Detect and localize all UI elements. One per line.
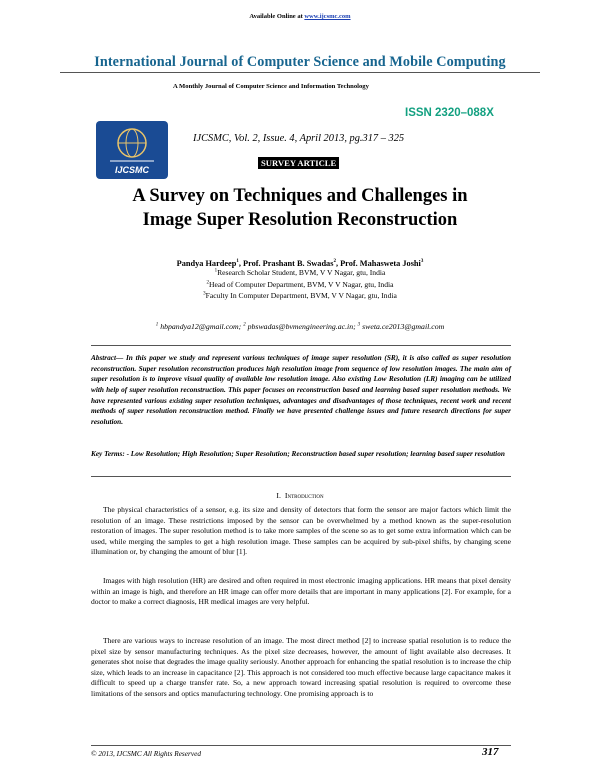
email-address: hbpandya12@gmail.com; <box>158 322 244 331</box>
affiliation-1 <box>0 268 600 277</box>
author-emails <box>0 322 600 331</box>
body-paragraph: Images with high resolution (HR) are desired and often required in most electronic imaging applications. HR means that pixel density within an image is high, and therefore an HR image can offer more details that are important in many applications [2]. For example, for a doctor to make a correct diagnosis, HR medical images are very helpful. <box>91 576 511 607</box>
author-marker: 1 <box>236 259 239 265</box>
abstract-top-divider <box>91 345 511 346</box>
article-type-badge: SURVEY ARTICLE <box>258 157 339 169</box>
section-title: Introduction <box>284 491 324 500</box>
paper-title-line-2: Image Super Resolution Reconstruction <box>142 210 458 230</box>
copyright-notice: © 2013, IJCSMC All Rights Reserved <box>91 749 201 758</box>
key-terms: Key Terms: - Low Resolution; High Resolution; Super Resolution; Reconstruction based super resolution; learning based super resolution <box>91 450 505 458</box>
author-list <box>0 259 600 268</box>
author-marker: 2 <box>333 259 336 265</box>
section-number: I. <box>276 491 281 500</box>
journal-website-link[interactable]: www.ijcsmc.com <box>304 13 351 20</box>
body-paragraph: There are various ways to increase resolution of an image. The most direct method [2] to increase spatial resolution is to reduce the pixel size by sensor manufacturing techniques. As the pixel size decreases, however, the amount of light available also decreases. It generates shot noise that degrades the image quality seriously. Another approach for enhancing the spatial resolution is to increase the chip size, which leads to an increase in capacitance [2]. This approach is not considered too much effective because large capacitance makes it difficult to speed up a charge transfer rate. So, a new approach toward increasing spatial resolution is required to overcome these limitations of the sensors and optics manufacturing technology. One promising approach is to <box>91 636 511 698</box>
affiliation-text: Faculty In Computer Department, BVM, V V Nagar, gtu, India <box>205 291 397 300</box>
affiliation-marker: 2 <box>206 280 209 286</box>
affiliation-marker: 3 <box>203 291 206 297</box>
availability-note <box>0 13 600 20</box>
affiliation-2 <box>0 280 600 289</box>
paper-title <box>0 184 600 232</box>
journal-logo <box>96 121 168 179</box>
author-name: , Prof. Prashant B. Swadas <box>238 259 334 268</box>
author-marker: 3 <box>420 259 424 265</box>
affiliation-text: Head of Computer Department, BVM, V V Nagar, gtu, India <box>208 280 394 289</box>
paper-title-line-1: A Survey on Techniques and Challenges in <box>132 186 468 206</box>
journal-subtitle: A Monthly Journal of Computer Science and Information Technology <box>173 83 369 90</box>
volume-issue-line: IJCSMC, Vol. 2, Issue. 4, April 2013, pg.317 – 325 <box>193 133 405 144</box>
author-name: Pandya Hardeep <box>176 259 237 268</box>
header-divider <box>60 72 540 73</box>
abstract: Abstract— In this paper we study and represent various techniques of image super resolution (SR), it is also called as super resolution reconstruction. Super resolution reconstruction produces high resolution image from sequence of low resolution images. The main aim of super resolution is to improve visual quality of available low resolution image. Also existing Low Resolution (LR) imaging can be utilized with help of super resolution reconstruction. This paper focuses on reconstruction based and learning based super resolution methods. We have represented various existing super resolution techniques, advantages and disadvantages of those techniques, recent work and recent methods of super resolution reconstruction method. Finally we have presented challenge issues and future research directions for super resolution. <box>91 354 511 426</box>
affiliation-text: Research Scholar Student, BVM, V V Nagar, gtu, India <box>217 268 386 277</box>
affiliation-3 <box>0 291 600 300</box>
email-marker: 2 <box>243 322 246 328</box>
section-heading <box>0 491 600 500</box>
journal-name: International Journal of Computer Science and Mobile Computing <box>94 54 506 70</box>
abstract-bottom-divider <box>91 476 511 477</box>
page-number: 317 <box>482 746 499 758</box>
affiliation-marker: 1 <box>214 268 218 274</box>
footer-divider <box>91 745 511 746</box>
author-name: , Prof. Mahasweta Joshi <box>335 259 421 268</box>
availability-prefix: Available Online at <box>249 13 305 20</box>
email-marker: 1 <box>155 322 159 328</box>
email-address: sweta.ce2013@gmail.com <box>360 322 445 331</box>
logo-text: IJCSMC <box>114 165 149 175</box>
issn-label: ISSN 2320–088X <box>405 107 494 119</box>
email-marker: 3 <box>357 322 361 328</box>
email-address: pbswadas@bvmengineering.ac.in; <box>245 322 358 331</box>
body-paragraph: The physical characteristics of a sensor, e.g. its size and density of detectors that form the sensor are major factors which limit the resolution of an image. These restrictions imposed by the sensor can be overwhelmed by a method known as the super-resolution restoration of images. The super resolution method is to take more samples of the scene so as to get some extra information which can be used, while merging the samples to get a high resolution image. These samples can be acquired by sub-pixel shifts, by changing scene illumination or, by changing the amount of blur [1]. <box>91 505 511 557</box>
